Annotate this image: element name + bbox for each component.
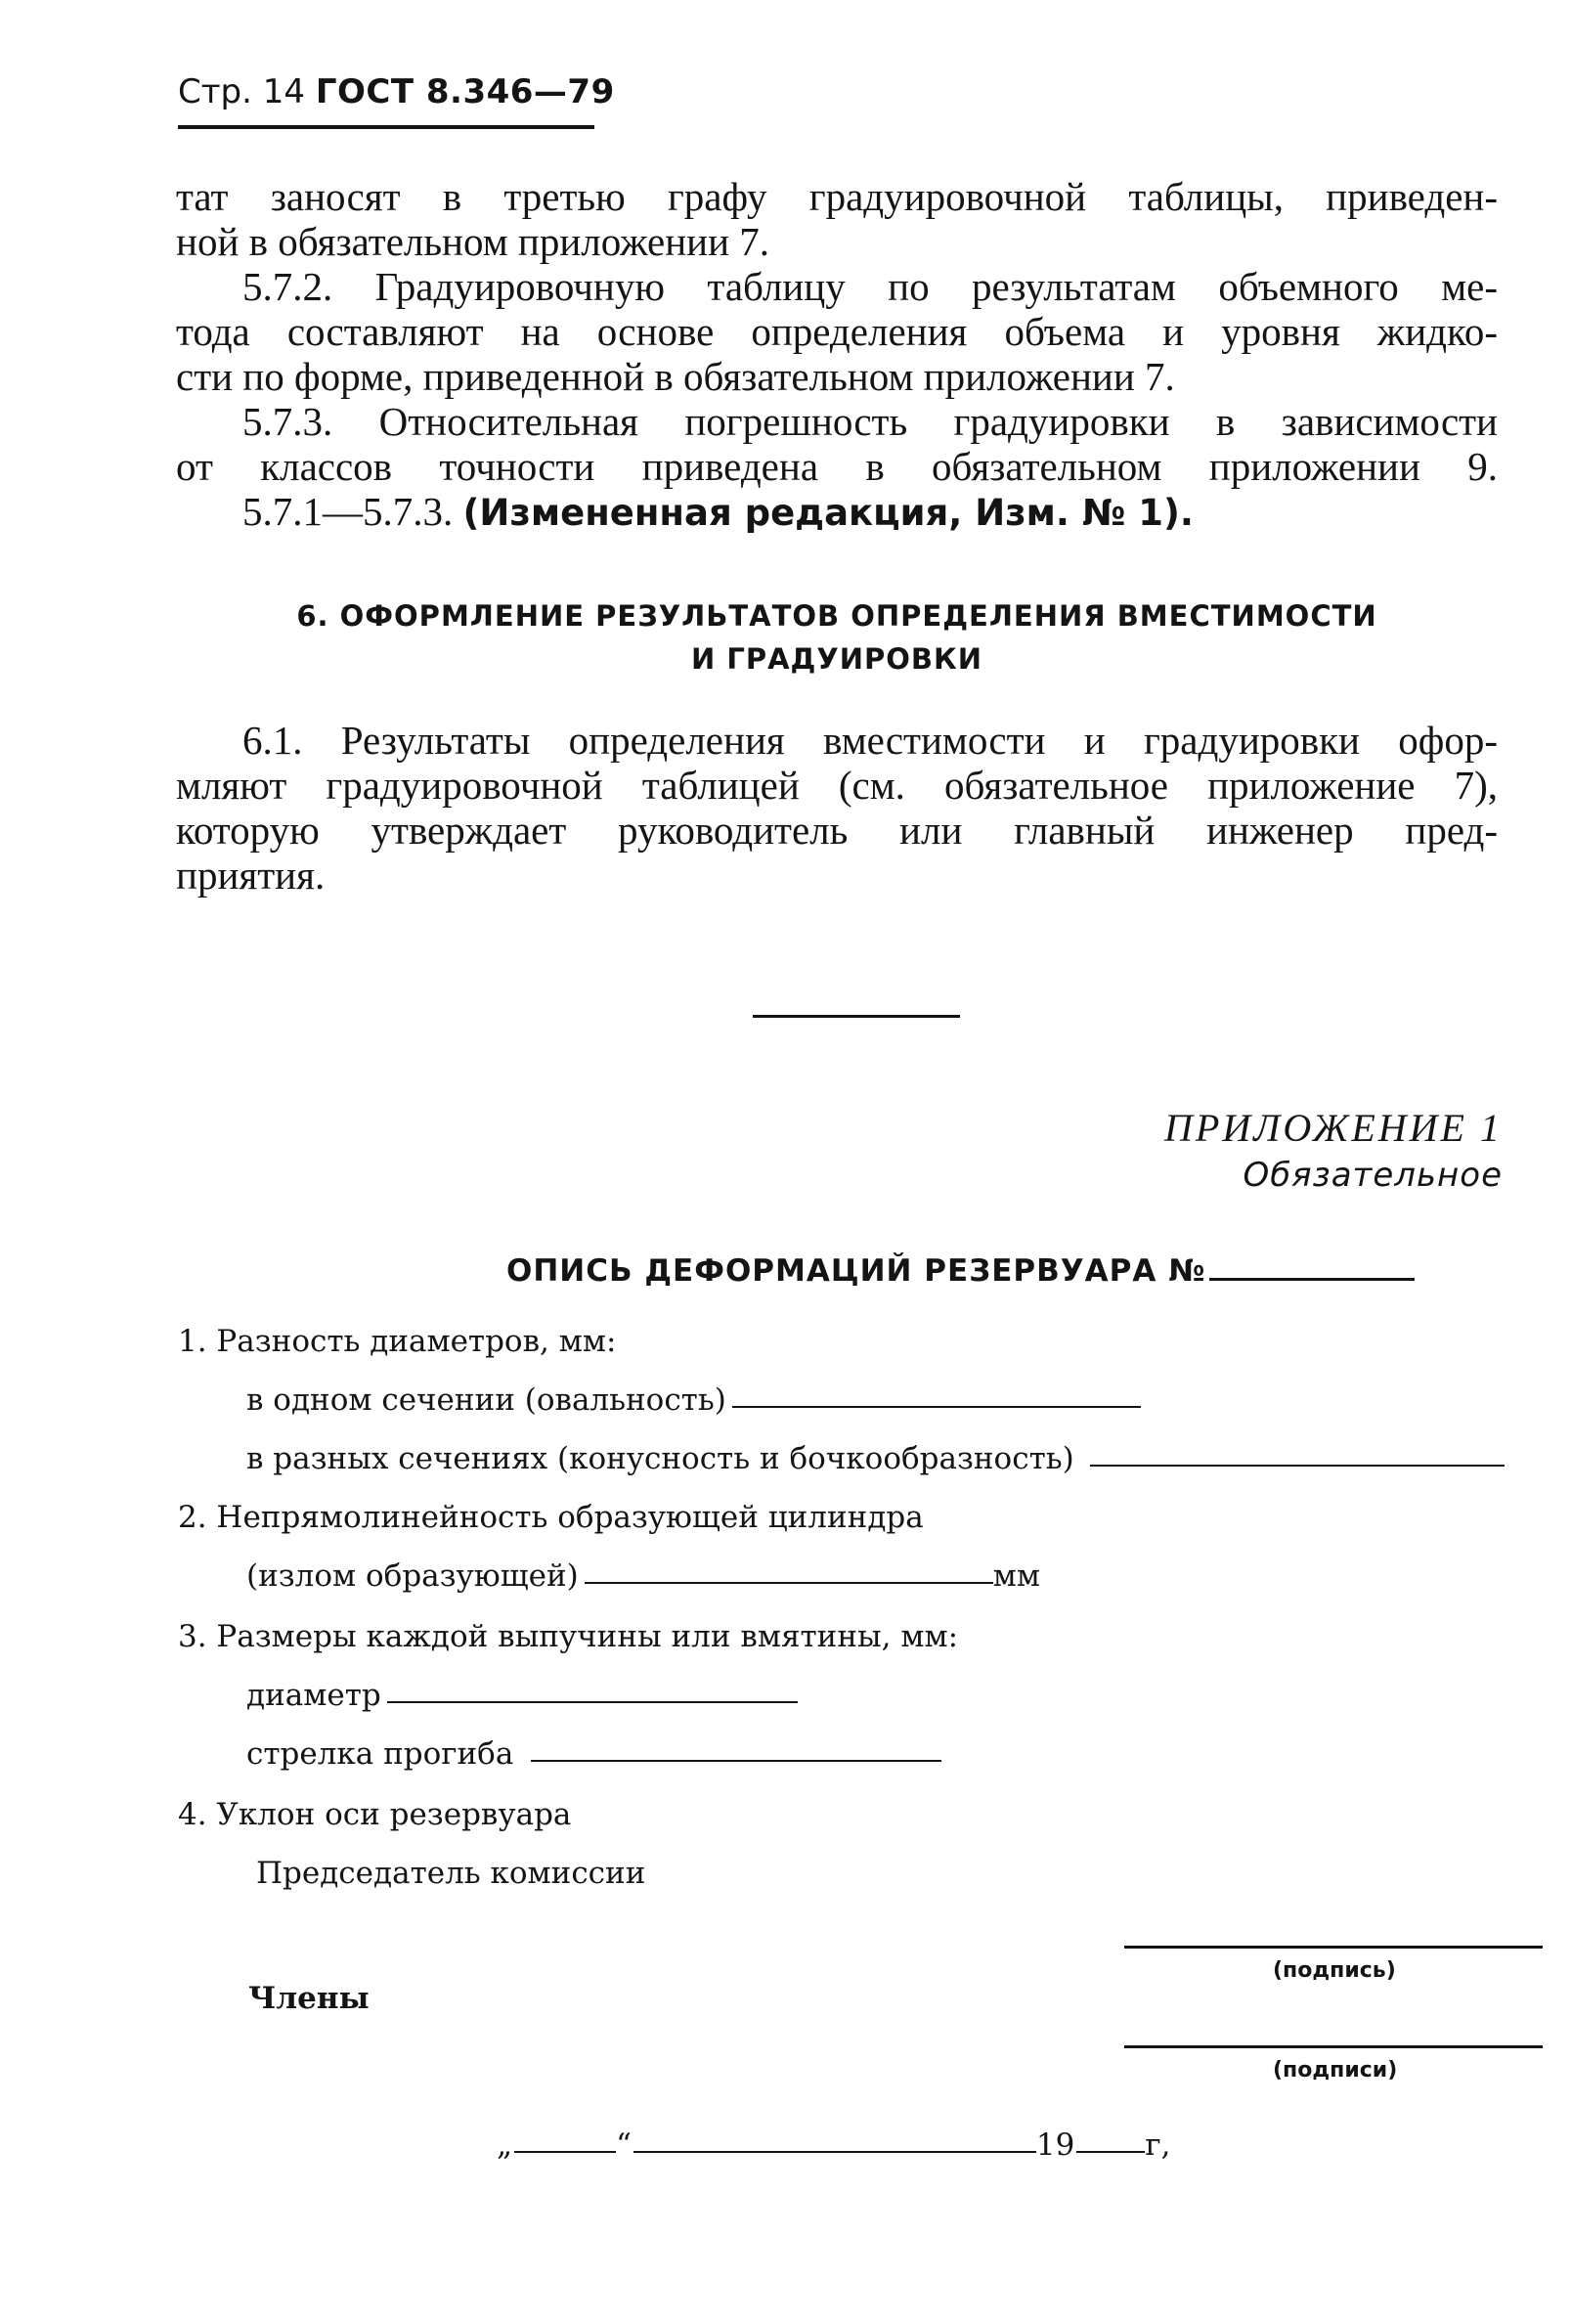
year-suffix: г, bbox=[1145, 2127, 1171, 2163]
page-header bbox=[178, 72, 615, 111]
appendix-label: ПРИЛОЖЕНИЕ 1 bbox=[1164, 1106, 1503, 1150]
form-item-label: диаметр bbox=[246, 1678, 381, 1713]
tank-number-field[interactable] bbox=[1209, 1260, 1415, 1281]
paragraph-continued bbox=[176, 174, 1498, 264]
ovality-field[interactable] bbox=[732, 1406, 1141, 1408]
taper-field[interactable] bbox=[1090, 1465, 1505, 1467]
separator-rule bbox=[753, 1015, 960, 1018]
kink-field[interactable] bbox=[585, 1582, 993, 1584]
text-line: приятия. bbox=[176, 853, 326, 898]
chairman-text: Председатель комиссии bbox=[256, 1856, 646, 1891]
form-item-2a bbox=[246, 1558, 1040, 1594]
inventory-title bbox=[506, 1253, 1415, 1289]
form-item-label: (излом образующей) bbox=[246, 1558, 579, 1594]
form-item-4 bbox=[178, 1797, 571, 1832]
text-line: мляют градуировочной таблицей (см. обязательное приложение 7), bbox=[176, 763, 1498, 808]
section-title-line: 6. ОФОРМЛЕНИЕ РЕЗУЛЬТАТОВ ОПРЕДЕЛЕНИЯ ВМЕСТИМОСТИ bbox=[296, 599, 1377, 633]
text-line: от классов точности приведена в обязательном приложении 9. bbox=[176, 444, 1498, 489]
chairman-label bbox=[256, 1856, 645, 1891]
signatures-caption: (подписи) bbox=[1273, 2058, 1398, 2083]
chairman-signature-field[interactable] bbox=[1124, 1946, 1543, 1949]
unit-label: мм bbox=[992, 1558, 1040, 1594]
form-item-label: 4. Уклон оси резервуара bbox=[178, 1797, 572, 1832]
text-line: сти по форме, приведенной в обязательном приложении 7. bbox=[176, 354, 1175, 399]
form-item-label: в разных сечениях (конусность и бочкообразность) bbox=[246, 1441, 1074, 1476]
header-rule bbox=[178, 125, 594, 129]
inventory-title-text: ОПИСЬ ДЕФОРМАЦИЙ РЕЗЕРВУАРА № bbox=[506, 1253, 1206, 1289]
paragraph-amendment bbox=[176, 489, 1498, 536]
form-item-label: 2. Непрямолинейность образующей цилиндра bbox=[178, 1500, 924, 1535]
text-line: тода составляют на основе определения объема и уровня жидко- bbox=[176, 309, 1498, 354]
form-item-1a bbox=[246, 1382, 1141, 1418]
form-item-2 bbox=[178, 1500, 924, 1535]
form-item-label: 3. Размеры каждой выпучины или вмятины, мм: bbox=[178, 1619, 959, 1654]
appendix-type: Обязательное bbox=[1243, 1156, 1503, 1195]
form-item-3b bbox=[246, 1736, 941, 1772]
text-line: тат заносят в третью графу градуировочной таблицы, приведен- bbox=[176, 174, 1498, 219]
standard-number: ГОСТ 8.346—79 bbox=[315, 72, 615, 111]
text-line: 5.7.3. Относительная погрешность градуировки в зависимости bbox=[242, 399, 1498, 444]
section-title-line: И ГРАДУИРОВКИ bbox=[691, 642, 982, 676]
text-line: ной в обязательном приложении 7. bbox=[176, 219, 770, 264]
signature-caption: (подпись) bbox=[1273, 1958, 1396, 1983]
paragraph-5-7-3 bbox=[176, 399, 1498, 489]
amendment-note: (Измененная редакция, Изм. № 1). bbox=[462, 492, 1194, 534]
section-title bbox=[176, 594, 1498, 680]
form-item-label: в одном сечении (овальность) bbox=[246, 1382, 726, 1418]
members-text: Члены bbox=[248, 1981, 370, 2016]
paragraph-5-7-2 bbox=[176, 264, 1498, 399]
text-line: которую утверждает руководитель или главный инженер пред- bbox=[176, 808, 1498, 853]
form-item-label: 1. Разность диаметров, мм: bbox=[178, 1324, 617, 1359]
form-item-label: стрелка прогиба bbox=[246, 1736, 514, 1772]
diameter-field[interactable] bbox=[387, 1701, 798, 1703]
members-label bbox=[248, 1981, 370, 2016]
page-number: Стр. 14 bbox=[178, 72, 306, 111]
form-item-1b bbox=[246, 1441, 1505, 1476]
year-prefix: 19 bbox=[1035, 2127, 1075, 2163]
form-item-3 bbox=[178, 1619, 958, 1654]
date-quote-open: „ bbox=[497, 2127, 513, 2163]
form-item-3a bbox=[246, 1678, 798, 1713]
amendment-ref: 5.7.1—5.7.3. bbox=[242, 489, 454, 534]
day-field[interactable] bbox=[514, 2151, 616, 2153]
paragraph-6-1 bbox=[176, 718, 1498, 898]
year-field[interactable] bbox=[1076, 2151, 1145, 2153]
date-quote-close: “ bbox=[616, 2127, 632, 2163]
text-line: 5.7.2. Градуировочную таблицу по результатам объемного ме- bbox=[242, 264, 1498, 309]
members-signature-field[interactable] bbox=[1124, 2045, 1543, 2048]
month-field[interactable] bbox=[633, 2151, 1036, 2153]
date-line bbox=[497, 2127, 1170, 2163]
form-item-1 bbox=[178, 1324, 616, 1359]
deflection-field[interactable] bbox=[531, 1760, 941, 1762]
text-line: 6.1. Результаты определения вместимости и градуировки офор- bbox=[242, 718, 1498, 763]
